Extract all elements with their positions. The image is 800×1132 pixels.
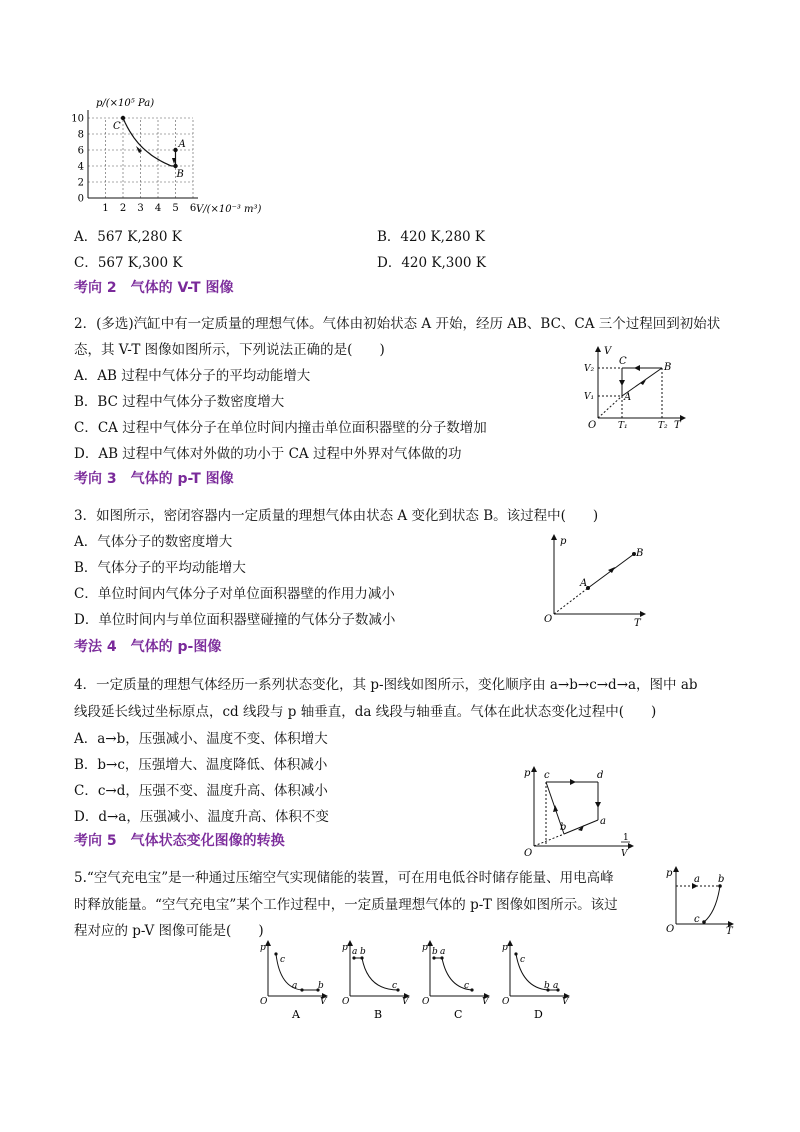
p-axis-arrow xyxy=(551,534,557,540)
point-c-label: c xyxy=(464,981,470,991)
q4-option-c[interactable]: C．c→d，压强不变、温度升高、体积减小 xyxy=(74,783,328,799)
v-label: V xyxy=(320,997,327,1007)
v2-label: V₂ xyxy=(584,364,595,374)
point-a xyxy=(300,988,303,991)
x-axis-label: V/(×10⁻³ m³) xyxy=(196,204,262,215)
y-tick-label: 6 xyxy=(77,145,84,157)
y-tick-labels xyxy=(71,114,84,205)
p-axis-arrow xyxy=(673,866,679,872)
x-tick-label: 1 xyxy=(102,203,109,214)
q3-option-c[interactable]: C．单位时间内气体分子对单位面积器壁的作用力减小 xyxy=(74,586,395,602)
t-label: T xyxy=(726,926,733,936)
grid xyxy=(88,118,193,198)
question-3-line1: 3．如图所示，密闭容器内一定质量的理想气体由状态 A 变化到状态 B。该过程中( ) xyxy=(74,508,599,524)
origin-extension xyxy=(554,588,588,614)
p-label: p xyxy=(502,943,508,953)
option-c[interactable]: C．567 K,300 K xyxy=(74,255,183,271)
choice-label: B xyxy=(374,1008,383,1021)
point-C xyxy=(121,116,125,120)
q3-option-d[interactable]: D．单位时间内与单位面积器壁碰撞的气体分子数减小 xyxy=(74,612,396,628)
t1-label: T₁ xyxy=(618,421,628,430)
question-4-line1: 4．一定质量的理想气体经历一系列状态变化，其 p-图线如图所示，变化顺序由 a→b→c→d→a，图中 ab xyxy=(74,677,698,693)
point-c-label: c xyxy=(520,955,526,965)
point-a-label: a xyxy=(694,874,700,885)
t-label: T xyxy=(674,420,681,430)
point-c-label: c xyxy=(694,914,700,925)
point-c xyxy=(470,988,473,991)
point-c-label: c xyxy=(280,955,286,965)
arrow-bc xyxy=(553,805,558,812)
option-b[interactable]: B．420 K,280 K xyxy=(377,229,485,245)
t2-label: T₂ xyxy=(658,421,668,430)
p-axis-arrow xyxy=(507,940,513,946)
x-tick-label: 2 xyxy=(119,203,127,214)
point-c xyxy=(514,952,517,955)
question-5-line1: 5.“空气充电宝”是一种通过压缩空气实现储能的装置，可在用电低谷时储存能量、用电高峰 xyxy=(74,870,614,886)
vt-diagram xyxy=(584,342,688,430)
point-b-label: B xyxy=(636,548,644,559)
q2-option-a[interactable]: A．AB 过程中气体分子的平均动能增大 xyxy=(74,368,311,384)
point-c-label: c xyxy=(544,770,550,781)
x-tick-label: 5 xyxy=(172,203,179,214)
v-axis-arrow xyxy=(595,346,601,352)
p-invV-diagram xyxy=(520,764,640,860)
origin-label: O xyxy=(666,924,675,935)
q5-choice-c[interactable] xyxy=(420,940,494,1022)
point-b-label: b xyxy=(318,981,324,991)
x-tick-label: 6 xyxy=(189,203,197,214)
p-axis-arrow xyxy=(265,940,271,946)
arrow-bc xyxy=(634,365,640,371)
section-heading-3: 考向 3 气体的 p-T 图像 xyxy=(74,471,234,487)
point-a-label: A xyxy=(624,392,632,403)
t-axis-arrow xyxy=(680,415,686,421)
v1-label: V₁ xyxy=(584,392,595,402)
point-label-A: A xyxy=(178,139,186,150)
y-tick-label: 10 xyxy=(71,113,84,125)
origin-label: O xyxy=(422,997,430,1007)
q4-option-a[interactable]: A．a→b，压强减小、温度不变、体积增大 xyxy=(74,731,328,747)
segment-ab xyxy=(564,820,598,834)
point-b-label: b xyxy=(360,947,366,957)
p-axis-arrow xyxy=(531,766,537,772)
point-c-label: C xyxy=(619,356,627,367)
p-axis-arrow xyxy=(347,940,353,946)
p-label: p xyxy=(560,536,567,547)
point-a-label: a xyxy=(292,981,298,991)
pt-diagram xyxy=(540,532,650,628)
q2-option-b[interactable]: B．BC 过程中气体分子数密度增大 xyxy=(74,394,285,410)
p-label: p xyxy=(524,768,531,779)
p-axis-arrow xyxy=(427,940,433,946)
point-c xyxy=(702,920,706,924)
q3-option-b[interactable]: B．气体分子的平均动能增大 xyxy=(74,560,246,576)
point-c xyxy=(274,952,277,955)
origin-label: O xyxy=(524,848,533,859)
question-5-line3: 程对应的 p-V 图像可能是( ) xyxy=(74,923,264,939)
choice-label: A xyxy=(292,1008,300,1021)
q5-choice-b[interactable] xyxy=(340,940,414,1022)
origin-label: O xyxy=(588,420,597,430)
y-tick-label: 2 xyxy=(77,177,84,189)
point-a-label: A xyxy=(580,578,588,589)
x-tick-labels xyxy=(102,203,196,214)
q2-option-c[interactable]: C．CA 过程中气体分子在单位时间内撞击单位面积器壁的分子数增加 xyxy=(74,420,487,436)
v-label: V xyxy=(562,997,569,1007)
point-a-label: a xyxy=(440,947,446,957)
point-d-label: d xyxy=(597,770,604,781)
point-A xyxy=(173,148,177,152)
q5-pt-diagram xyxy=(664,866,740,936)
arrow-ca xyxy=(619,380,625,386)
point-b-label: b xyxy=(432,947,438,957)
origin-extension xyxy=(598,396,622,418)
point-b-label: b xyxy=(544,981,550,991)
y-tick-label: 4 xyxy=(77,161,84,173)
point-label-C: C xyxy=(113,121,121,132)
question-5-line2: 时释放能量。“空气充电宝”某个工作过程中，一定质量理想气体的 p-T 图像如图所示。该过 xyxy=(74,897,618,913)
option-d[interactable]: D．420 K,300 K xyxy=(377,255,486,271)
pv-chart-top xyxy=(70,94,290,216)
point-a-label: a xyxy=(600,816,606,827)
y-tick-label: 0 xyxy=(77,193,84,205)
p-label: p xyxy=(666,868,673,879)
fraction-denominator: V xyxy=(621,849,628,859)
v-label: V xyxy=(402,997,409,1007)
q3-option-a[interactable]: A．气体分子的数密度增大 xyxy=(74,534,233,550)
bc-curve xyxy=(704,886,720,922)
point-b-label: b xyxy=(718,874,725,885)
t-label: T xyxy=(634,618,641,628)
arrow-da xyxy=(595,802,601,808)
question-2-line2: 态，其 V-T 图像如图所示，下列说法正确的是( ) xyxy=(74,342,385,358)
x-axis-arrow xyxy=(628,843,634,849)
fraction-numerator: 1 xyxy=(623,833,629,843)
point-B xyxy=(173,164,177,168)
x-tick-label: 3 xyxy=(137,203,144,214)
origin-extension xyxy=(534,834,564,846)
origin-label: O xyxy=(544,614,553,625)
point-a-label: a xyxy=(553,981,559,991)
section-heading-2: 考向 2 气体的 V-T 图像 xyxy=(74,280,234,296)
point-b-label: B xyxy=(664,362,672,373)
origin-label: O xyxy=(342,997,350,1007)
option-a[interactable]: A．567 K,280 K xyxy=(74,229,182,245)
section-heading-4: 考法 4 气体的 p-图像 xyxy=(74,639,222,655)
choice-label: C xyxy=(454,1008,463,1021)
q2-option-d[interactable]: D．AB 过程中气体对外做的功小于 CA 过程中外界对气体做的功 xyxy=(74,446,462,462)
isotherm-curve xyxy=(123,118,176,166)
q5-choice-a[interactable] xyxy=(258,940,332,1022)
origin-label: O xyxy=(260,997,268,1007)
y-axis-label: p/(×10⁵ Pa) xyxy=(96,98,155,109)
y-tick-label: 8 xyxy=(77,129,84,141)
point-a-label: a xyxy=(352,947,358,957)
question-4-line2: 线段延长线过坐标原点，cd 线段与 p 轴垂直，da 线段与轴垂直。气体在此状态变化过程中( ) xyxy=(74,704,657,720)
q4-option-d[interactable]: D．d→a，压强减小、温度升高、体积不变 xyxy=(74,809,329,825)
q4-option-b[interactable]: B．b→c，压强增大、温度降低、体积减小 xyxy=(74,757,328,773)
t-axis-arrow xyxy=(640,611,646,617)
x-tick-label: 4 xyxy=(154,203,162,214)
arrow-cd xyxy=(570,779,576,785)
v-label: V xyxy=(604,346,612,357)
direction-arrow xyxy=(136,146,142,153)
point-b-label: b xyxy=(560,822,567,833)
p-label: p xyxy=(260,943,266,953)
q5-choice-d[interactable] xyxy=(500,940,574,1022)
choice-label: D xyxy=(534,1008,543,1021)
p-label: p xyxy=(422,943,428,953)
section-heading-5: 考向 5 气体状态变化图像的转换 xyxy=(74,833,285,849)
p-label: p xyxy=(342,943,348,953)
point-label-B: B xyxy=(176,169,184,180)
origin-label: O xyxy=(502,997,510,1007)
point-c-label: c xyxy=(392,981,398,991)
question-2-line1: 2．(多选)汽缸中有一定质量的理想气体。气体由初始状态 A 开始，经历 AB、BC、CA 三个过程回到初始状 xyxy=(74,316,721,332)
v-label: V xyxy=(482,997,489,1007)
